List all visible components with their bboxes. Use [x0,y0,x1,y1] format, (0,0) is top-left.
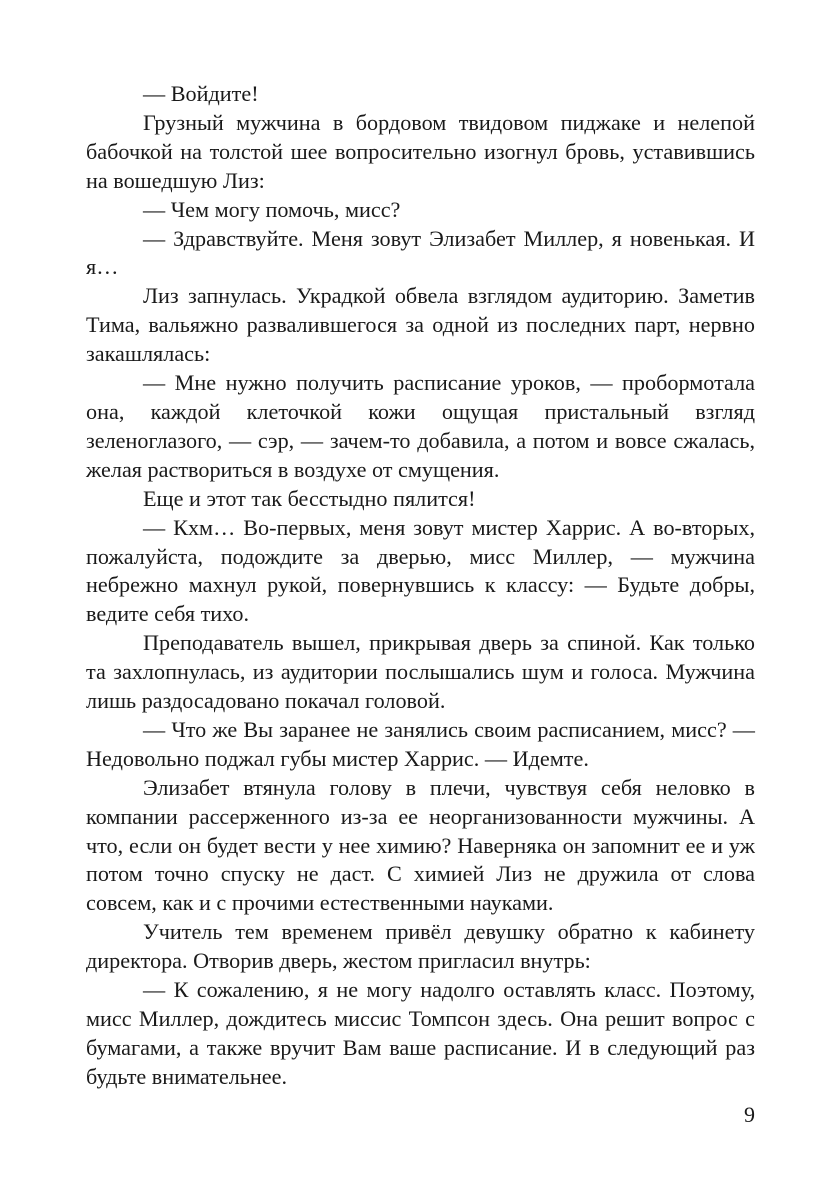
paragraph: — Что же Вы заранее не занялись своим расписанием, мисс? — Недовольно поджал губы мистер Харрис. — Идемте. [86,716,755,771]
paragraph: — Здравствуйте. Меня зовут Элизабет Миллер, я новенькая. И я… [86,225,755,280]
paragraph: Грузный мужчина в бордовом твидовом пиджаке и нелепой бабочкой на толстой шее вопросительно изогнул бровь, уставившись на вошедшую Лиз: [86,109,755,193]
paragraph: — К сожалению, я не могу надолго оставлять класс. Поэтому, мисс Миллер, дождитесь миссис Томпсон здесь. Она решит вопрос с бумагами, а также вручит Вам ваше расписание. И в следующий раз будьте внимательнее. [86,977,755,1089]
paragraph: Лиз запнулась. Украдкой обвела взглядом аудиторию. Заметив Тима, вальяжно развалившегося за одной из последних парт, нервно закашлялась: [86,283,755,367]
paragraph: — Кхм… Во-первых, меня зовут мистер Харрис. А во-вторых, пожалуйста, подождите за дверью, мисс Миллер, — мужчина небрежно махнул рукой, повернувшись к классу: — Будьте добры, ведите себя тихо. [86,514,755,627]
paragraph: Преподаватель вышел, прикрывая дверь за спиной. Как только та захлопнулась, из аудитории послышались шум и голоса. Мужчина лишь раздосадовано покачал головой. [86,630,755,714]
page-number: 9 [744,1102,755,1127]
paragraph: Учитель тем временем привёл девушку обратно к кабинету директора. Отворив дверь, жестом пригласил внутрь: [86,919,755,974]
paragraph: — Войдите! [143,81,259,106]
paragraph: — Чем могу помочь, мисс? [143,196,401,222]
body-text [86,80,755,1092]
paragraph: Еще и этот так бесстыдно пялится! [143,485,476,511]
paragraph: — Мне нужно получить расписание уроков, — пробормотала она, каждой клеточкой кожи ощущая пристальный взгляд зеленоглазого, — сэр, — зачем-то добавила, а потом и вовсе сжалась, желая раствориться в воздухе от смущения. [86,370,755,482]
paragraph: Элизабет втянула голову в плечи, чувствуя себя неловко в компании рассерженного из-за ее неорганизованности мужчины. А что, если он будет вести у нее химию? Наверняка он запомнит ее и уж потом точно спуску не даст. С химией Лиз не дружила от слова совсем, как и с прочими естественными науками. [86,774,755,916]
